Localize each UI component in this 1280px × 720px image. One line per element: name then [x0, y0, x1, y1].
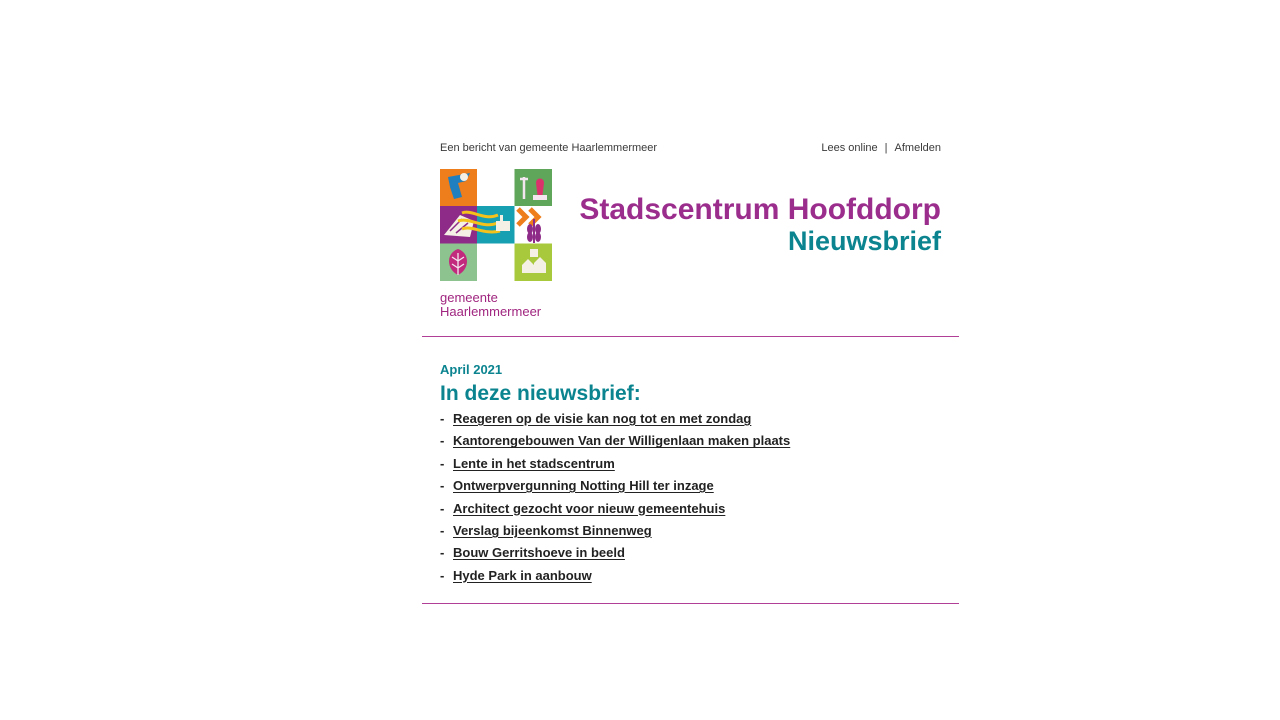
list-dash: - — [440, 523, 445, 539]
contents-heading: In deze nieuwsbrief: — [440, 382, 641, 405]
list-dash: - — [440, 411, 445, 426]
list-dash: - — [440, 433, 445, 449]
article-link[interactable]: Architect gezocht voor nieuw gemeentehuis — [453, 500, 726, 516]
divider-bottom — [422, 603, 959, 604]
article-link[interactable]: Ontwerpvergunning Notting Hill ter inzage — [453, 478, 714, 494]
list-dash: - — [440, 545, 445, 561]
municipality-logo — [440, 169, 552, 321]
divider-top — [422, 336, 959, 337]
list-dash: - — [440, 567, 445, 583]
article-link[interactable]: Bouw Gerritshoeve in beeld — [453, 545, 625, 561]
list-dash: - — [440, 455, 445, 471]
list-item — [440, 453, 941, 475]
newsletter-title — [579, 193, 941, 257]
article-link[interactable]: Verslag bijeenkomst Binnenweg — [453, 523, 652, 539]
article-link[interactable]: Lente in het stadscentrum — [453, 455, 615, 471]
sender-text: Een bericht van gemeente Haarlemmermeer — [440, 142, 658, 154]
contents-list — [440, 408, 941, 587]
unsubscribe-link[interactable]: Afmelden — [894, 142, 941, 154]
issue-date: April 2021 — [440, 362, 503, 377]
logo-tiles-icon — [440, 169, 552, 281]
list-item — [440, 520, 941, 542]
logo-wordmark — [440, 291, 541, 319]
article-link[interactable]: Reageren op de visie kan nog tot en met zondag — [453, 411, 752, 426]
title-line-2: Nieuwsbrief — [787, 226, 941, 256]
list-dash: - — [440, 500, 445, 516]
preheader — [440, 142, 941, 154]
preheader-links — [821, 142, 941, 154]
list-item — [440, 408, 941, 430]
list-item — [440, 565, 941, 587]
article-link[interactable]: Hyde Park in aanbouw — [453, 567, 592, 583]
list-item — [440, 542, 941, 564]
link-separator: | — [884, 142, 888, 154]
list-dash: - — [440, 478, 445, 494]
article-link[interactable]: Kantorengebouwen Van der Willigenlaan maken plaats — [453, 433, 791, 449]
logo-line-2: Haarlemmermeer — [440, 304, 542, 319]
list-item — [440, 430, 941, 452]
read-online-link[interactable]: Lees online — [821, 142, 878, 154]
logo-line-1: gemeente — [440, 290, 498, 305]
list-item — [440, 498, 941, 520]
title-line-1: Stadscentrum Hoofddorp — [579, 193, 941, 226]
list-item — [440, 475, 941, 497]
newsletter-contents — [440, 362, 941, 587]
